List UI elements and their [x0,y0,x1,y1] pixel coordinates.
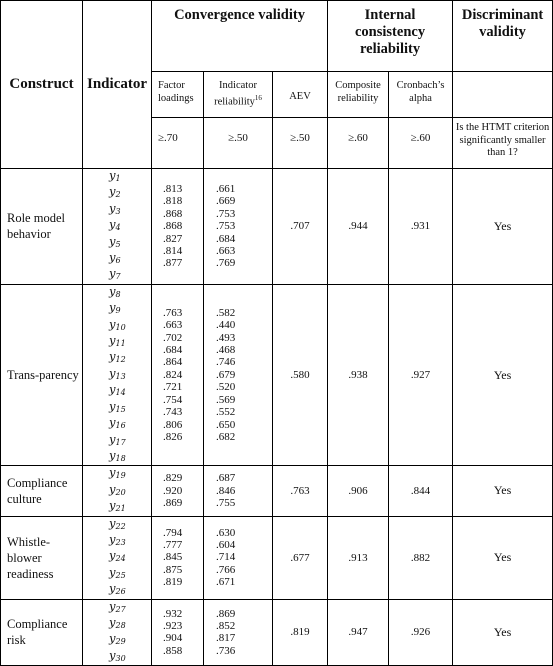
indicator-subscript: 15 [115,404,126,414]
indicator-subscript: 8 [115,289,121,299]
indicator-symbol: $y_{27}$ [109,598,126,614]
indicator-symbol: $y_1$ [109,168,121,183]
construct-cell: Trans-parency [1,284,83,465]
indicator-symbol: $y_6$ [109,250,121,266]
indicator-reliability-value: .852 [216,619,236,632]
construct-cell: Compliance risk [1,599,83,666]
factor-loading-value: .858 [163,644,183,657]
factor-loading-value: .754 [163,393,183,406]
indicator-symbol: $y_{19}$ [109,465,126,481]
threshold-cronbach: ≥.60 [389,118,453,169]
indicator-reliability-value: .630 [216,526,236,539]
indicator-subscript: 3 [115,206,121,216]
construct-cell: Whistle-blower readiness [1,516,83,599]
discriminant-validity-header: Discriminant validity [453,1,553,72]
indicator-symbol: $y_4$ [109,217,121,233]
factor-loading-value: .923 [163,619,183,632]
indicator-reliability-cell [204,169,273,285]
indicator-cell [83,466,152,516]
indicator-reliability-value: .650 [216,418,236,431]
factor-loading-value: .826 [163,430,183,443]
indicator-subscript: 30 [115,653,126,663]
indicator-subscript: 26 [115,587,126,597]
indicator-subscript: 28 [115,620,126,630]
indicator-symbol: $y_{17}$ [109,431,126,447]
factor-loading-value: .806 [163,418,183,431]
factor-loading-value: .824 [163,368,183,381]
indicator-reliability-value: .817 [216,632,236,645]
construct-cell: Compliance culture [1,466,83,516]
indicator-cell [83,169,152,285]
indicator-subscript: 21 [115,504,126,514]
indicator-subscript: 18 [115,453,126,463]
indicator-subscript: 7 [115,272,121,282]
factor-loadings-cell [152,466,204,516]
factor-loading-value: .777 [163,538,183,551]
factor-loading-value: .827 [163,232,183,245]
composite-reliability-header: Composite reliability [328,72,389,118]
factor-loading-value: .818 [163,195,183,208]
indicator-subscript: 12 [115,355,126,365]
factor-loadings-cell [152,284,204,465]
cronbach-alpha-cell: .927 [389,284,453,465]
indicator-reliability-value: .663 [216,245,236,258]
threshold-htmt-question: Is the HTMT criterion significantly smaller than 1? [453,118,553,169]
indicator-symbol: $y_{25}$ [109,564,126,580]
indicator-subscript: 11 [115,339,126,349]
indicator-cell [83,599,152,666]
indicator-symbol: $y_9$ [109,300,121,316]
indicator-subscript: 17 [115,437,126,447]
composite-reliability-cell: .947 [328,599,389,666]
aev-header: AEV [273,72,328,118]
indicator-reliability-value: .846 [216,484,236,497]
factor-loading-value: .813 [163,183,183,195]
aev-cell: .819 [273,599,328,666]
indicator-subscript: 25 [115,570,126,580]
indicator-subscript: 13 [115,371,126,381]
internal-consistency-header: Internal consistency reliability [328,1,453,72]
discriminant-cell: Yes [453,169,553,285]
aev-cell: .763 [273,466,328,516]
factor-loading-value: .864 [163,356,183,369]
indicator-symbol: $y_{11}$ [109,333,126,349]
factor-loading-value: .763 [163,306,183,319]
indicator-reliability-value: .684 [216,232,236,245]
indicator-reliability-value: .755 [216,497,236,510]
indicator-reliability-value: .569 [216,393,236,406]
factor-loading-value: .904 [163,632,183,645]
indicator-symbol: $y_{29}$ [109,631,126,647]
indicator-subscript: 6 [115,256,121,266]
indicator-symbol: $y_{23}$ [109,531,126,547]
indicator-reliability-label: Indicator reliability [214,80,257,108]
indicator-reliability-value: .440 [216,319,236,332]
indicator-symbol: $y_{13}$ [109,365,126,381]
indicator-reliability-value: .493 [216,331,236,344]
factor-loading-value: .920 [163,484,183,497]
indicator-symbol: $y_{21}$ [109,498,126,514]
indicator-subscript: 5 [115,239,121,249]
indicator-symbol: $y_{30}$ [109,647,126,663]
cronbach-alpha-cell: .844 [389,466,453,516]
indicator-subscript: 14 [115,388,126,398]
factor-loading-value: .721 [163,381,183,394]
factor-loading-value: .877 [163,257,183,270]
indicator-reliability-value: .714 [216,551,236,564]
factor-loading-value: .794 [163,526,183,539]
indicator-reliability-value: .671 [216,576,236,589]
factor-loading-value: .684 [163,344,183,357]
indicator-subscript: 16 [115,421,126,431]
factor-loadings-cell [152,516,204,599]
composite-reliability-cell: .938 [328,284,389,465]
cronbach-alpha-header: Cronbach’s alpha [389,72,453,118]
aev-cell: .677 [273,516,328,599]
indicator-symbol: $y_{12}$ [109,349,126,365]
aev-cell: .580 [273,284,328,465]
indicator-subscript: 4 [115,223,121,233]
factor-loading-value: .932 [163,607,183,620]
indicator-symbol: $y_{28}$ [109,614,126,630]
indicator-reliability-value: .753 [216,207,236,220]
construct-cell: Role model behavior [1,169,83,285]
indicator-reliability-value: .736 [216,644,236,657]
indicator-reliability-value: .682 [216,430,236,443]
indicator-reliability-value: .520 [216,381,236,394]
indicator-reliability-cell [204,284,273,465]
indicator-subscript: 19 [115,471,126,481]
indicator-reliability-value: .753 [216,220,236,233]
discriminant-cell: Yes [453,466,553,516]
threshold-factor-loadings: ≥.70 [152,118,204,169]
indicator-symbol: $y_{10}$ [109,316,126,332]
factor-loading-value: .875 [163,563,183,576]
indicator-reliability-cell [204,466,273,516]
factor-loading-value: .702 [163,331,183,344]
indicator-reliability-value: .746 [216,356,236,369]
indicator-subscript: 10 [115,322,126,332]
construct-header: Construct [1,1,83,169]
indicator-reliability-value: .766 [216,563,236,576]
indicator-subscript: 23 [115,537,126,547]
indicator-reliability-value: .604 [216,538,236,551]
composite-reliability-cell: .906 [328,466,389,516]
indicator-symbol: $y_7$ [109,266,121,282]
composite-reliability-cell: .944 [328,169,389,285]
indicator-symbol: $y_{26}$ [109,581,126,597]
discriminant-subheader-empty [453,72,553,118]
indicator-reliability-value: .669 [216,195,236,208]
indicator-subscript: 1 [115,174,121,183]
indicator-cell [83,516,152,599]
factor-loading-value: .663 [163,319,183,332]
indicator-symbol: $y_{22}$ [109,515,126,531]
cronbach-alpha-cell: .882 [389,516,453,599]
indicator-reliability-value: .679 [216,368,236,381]
discriminant-cell: Yes [453,599,553,666]
indicator-reliability-cell [204,599,273,666]
cronbach-alpha-cell: .926 [389,599,453,666]
cronbach-alpha-cell: .931 [389,169,453,285]
indicator-subscript: 22 [115,521,126,531]
indicator-symbol: $y_8$ [109,283,121,299]
indicator-subscript: 27 [115,604,126,614]
footnote-marker: 16 [254,94,262,102]
indicator-symbol: $y_{20}$ [109,481,126,497]
factor-loading-value: .845 [163,551,183,564]
indicator-symbol: $y_2$ [109,184,121,200]
threshold-composite: ≥.60 [328,118,389,169]
indicator-symbol: $y_{14}$ [109,382,126,398]
indicator-symbol: $y_5$ [109,233,121,249]
factor-loading-value: .743 [163,406,183,419]
factor-loading-value: .868 [163,207,183,220]
factor-loading-value: .869 [163,497,183,510]
composite-reliability-cell: .913 [328,516,389,599]
indicator-cell [83,284,152,465]
indicator-reliability-value: .582 [216,306,236,319]
indicator-reliability-header [204,72,273,118]
indicator-subscript: 9 [115,306,121,316]
convergence-validity-header: Convergence validity [152,1,328,72]
indicator-symbol: $y_{18}$ [109,447,126,463]
indicator-reliability-value: .769 [216,257,236,270]
factor-loading-value: .814 [163,245,183,258]
indicator-subscript: 29 [115,637,126,647]
threshold-indicator-reliability: ≥.50 [204,118,273,169]
factor-loadings-cell [152,599,204,666]
indicator-subscript: 2 [115,190,121,200]
factor-loadings-header: Factor loadings [152,72,204,118]
indicator-reliability-value: .869 [216,607,236,620]
indicator-symbol: $y_3$ [109,200,121,216]
indicator-header: Indicator [83,1,152,169]
discriminant-cell: Yes [453,516,553,599]
table-body [1,169,553,666]
indicator-reliability-cell [204,516,273,599]
threshold-aev: ≥.50 [273,118,328,169]
indicator-subscript: 24 [115,554,126,564]
indicator-symbol: $y_{16}$ [109,415,126,431]
indicator-subscript: 20 [115,487,126,497]
discriminant-cell: Yes [453,284,553,465]
indicator-reliability-value: .552 [216,406,236,419]
indicator-reliability-value: .468 [216,344,236,357]
factor-loadings-cell [152,169,204,285]
table-row [1,516,553,599]
table-row [1,466,553,516]
indicator-symbol: $y_{15}$ [109,398,126,414]
factor-loading-value: .829 [163,472,183,485]
table-row [1,169,553,285]
indicator-reliability-value: .687 [216,472,236,485]
indicator-symbol: $y_{24}$ [109,548,126,564]
indicator-reliability-value: .661 [216,183,236,195]
table-row [1,599,553,666]
table-row [1,284,553,465]
factor-loading-value: .868 [163,220,183,233]
factor-loading-value: .819 [163,576,183,589]
aev-cell: .707 [273,169,328,285]
